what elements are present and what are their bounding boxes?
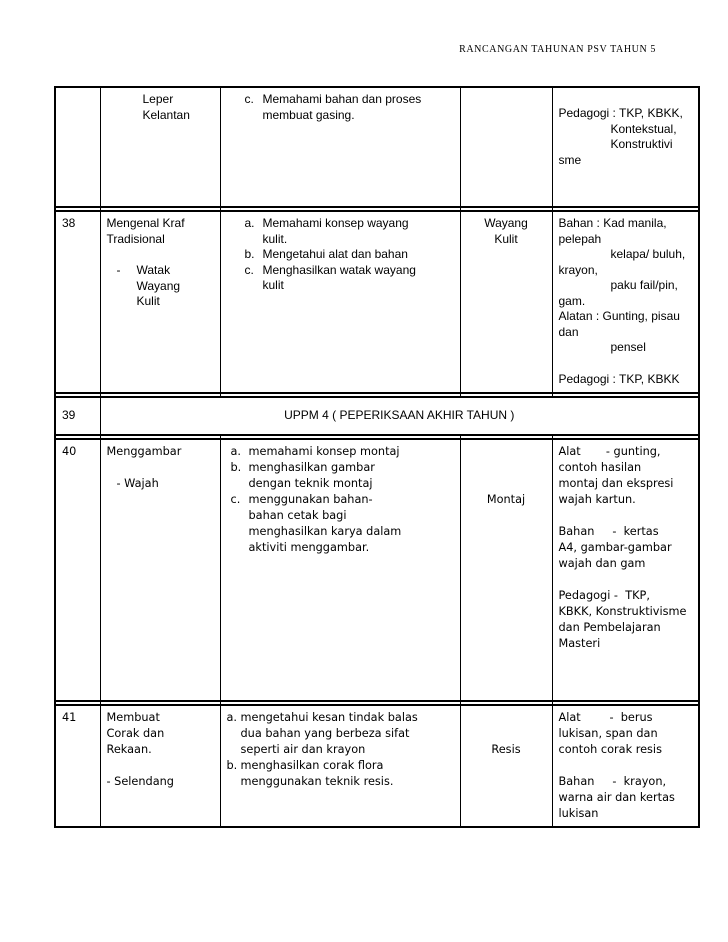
- week-cell: 39: [55, 397, 100, 435]
- topic-cell: [100, 439, 220, 701]
- notes-cell: [552, 87, 699, 207]
- note-line: krayon,: [558, 262, 598, 277]
- note-line: sme: [558, 152, 582, 167]
- note-line: gam.: [558, 293, 586, 308]
- note-line: Alatan : Gunting, pisau: [558, 309, 680, 323]
- objective-line: dua bahan yang berbeza sifat: [240, 727, 410, 740]
- subtopic-line: Watak: [136, 263, 171, 277]
- note-line: dan Pembelajaran: [558, 621, 661, 634]
- objective-line: Mengetahui alat dan bahan: [262, 247, 408, 261]
- unit-line: Wayang: [484, 216, 528, 230]
- topic-line: Tradisional: [106, 231, 165, 246]
- topic-cell: [100, 87, 220, 207]
- objective-line: menghasilkan gambar: [248, 461, 375, 474]
- note-line: Bahan - krayon,: [558, 775, 667, 788]
- notes-cell: [552, 439, 699, 701]
- objective-line: seperti air dan krayon: [240, 743, 366, 756]
- note-line: lukisan, span dan: [558, 727, 658, 740]
- unit-line: Resis: [491, 743, 521, 756]
- objective-line: menghasilkan corak flora: [240, 759, 384, 772]
- table-row: [55, 705, 699, 827]
- objective-cell: [220, 439, 460, 701]
- week-cell: 41: [55, 705, 100, 827]
- note-line: wajah kartun.: [558, 493, 636, 506]
- objective-line: menggunakan teknik resis.: [240, 775, 394, 788]
- note-line: Alat - gunting,: [558, 445, 661, 458]
- notes-cell: [552, 211, 699, 393]
- table-row: [55, 87, 699, 207]
- objective-line: mengetahui kesan tindak balas: [240, 711, 418, 724]
- note-line: kelapa/ buluh,: [610, 247, 686, 261]
- unit-cell: [460, 87, 552, 207]
- table-row: [55, 439, 699, 701]
- note-line: pensel: [610, 340, 646, 354]
- objective-line: kulit: [262, 278, 284, 292]
- list-marker: c.: [230, 493, 241, 506]
- subtopic-line: Kulit: [136, 294, 160, 308]
- list-marker: c.: [244, 92, 254, 106]
- unit-line: Montaj: [486, 493, 526, 506]
- list-marker: b.: [244, 247, 255, 261]
- subtopic-line: - Selendang: [106, 775, 174, 788]
- topic-line: Rekaan.: [106, 743, 152, 756]
- week-cell: [55, 87, 100, 207]
- unit-cell: [460, 705, 552, 827]
- list-marker: b.: [230, 461, 242, 474]
- note-line: Bahan - kertas: [558, 525, 659, 538]
- objective-line: membuat gasing.: [262, 107, 355, 122]
- subtopic-line: - Wajah: [116, 477, 159, 490]
- subtopic-line: Wayang: [136, 278, 181, 293]
- objective-line: bahan cetak bagi: [248, 509, 347, 522]
- note-line: Alat - berus: [558, 711, 653, 724]
- objective-line: kulit.: [262, 231, 288, 246]
- note-line: lukisan: [558, 807, 599, 820]
- document-header: RANCANGAN TAHUNAN PSV TAHUN 5: [459, 44, 656, 55]
- topic-line: Membuat: [106, 711, 160, 724]
- note-line: A4, gambar-gambar: [558, 541, 672, 554]
- topic-line: Leper: [142, 92, 174, 106]
- topic-cell: [100, 705, 220, 827]
- note-line: Pedagogi : TKP, KBKK,: [558, 106, 683, 120]
- objective-cell: [220, 211, 460, 393]
- objective-cell: [220, 87, 460, 207]
- note-line: warna air dan kertas: [558, 791, 675, 804]
- objective-line: memahami konsep montaj: [248, 445, 400, 458]
- week-cell: 40: [55, 439, 100, 701]
- notes-cell: [552, 705, 699, 827]
- yearly-plan-table: [54, 86, 700, 828]
- topic-line: Menggambar: [106, 445, 182, 458]
- note-line: Masteri: [558, 637, 601, 650]
- objective-line: dengan teknik montaj: [248, 477, 373, 490]
- note-line: montaj dan ekspresi: [558, 477, 674, 490]
- objective-line: Menghasilkan watak wayang: [262, 262, 416, 277]
- list-marker: a.: [244, 216, 255, 230]
- objective-line: Memahami bahan dan proses: [262, 92, 422, 106]
- objective-line: menggunakan bahan-: [248, 493, 373, 506]
- topic-cell: [100, 211, 220, 393]
- note-line: KBKK, Konstruktivisme: [558, 605, 687, 618]
- objective-line: aktiviti menggambar.: [248, 541, 370, 554]
- list-marker: c.: [244, 262, 254, 277]
- objective-cell: [220, 705, 460, 827]
- note-line: Pedagogi - TKP,: [558, 589, 650, 602]
- exam-cell: UPPM 4 ( PEPERIKSAAN AKHIR TAHUN ): [100, 397, 699, 435]
- list-marker: a.: [230, 445, 242, 458]
- objective-line: menghasilkan karya dalam: [248, 525, 402, 538]
- note-line: Konstruktivi: [610, 137, 673, 151]
- table-row: [55, 211, 699, 393]
- note-line: pelepah: [558, 231, 602, 246]
- topic-line: Kelantan: [142, 107, 190, 122]
- list-marker: a.: [226, 711, 238, 724]
- note-line: contoh hasilan: [558, 461, 642, 474]
- note-line: contoh corak resis: [558, 743, 662, 756]
- topic-line: Mengenal Kraf: [106, 216, 185, 230]
- list-marker: b.: [226, 759, 238, 772]
- week-cell: 38: [55, 211, 100, 393]
- unit-line: Kulit: [494, 231, 518, 246]
- note-line: paku fail/pin,: [610, 278, 678, 292]
- note-line: Kontekstual,: [610, 121, 677, 136]
- topic-line: Corak dan: [106, 727, 165, 740]
- objective-line: Memahami konsep wayang: [262, 216, 409, 230]
- note-line: Bahan : Kad manila,: [558, 216, 667, 230]
- note-line: wajah dan gam: [558, 557, 646, 570]
- table-row: [55, 397, 699, 435]
- note-line: dan: [558, 324, 579, 339]
- note-line: Pedagogi : TKP, KBKK: [558, 371, 680, 386]
- unit-cell: [460, 211, 552, 393]
- dash-marker: -: [116, 263, 121, 277]
- unit-cell: [460, 439, 552, 701]
